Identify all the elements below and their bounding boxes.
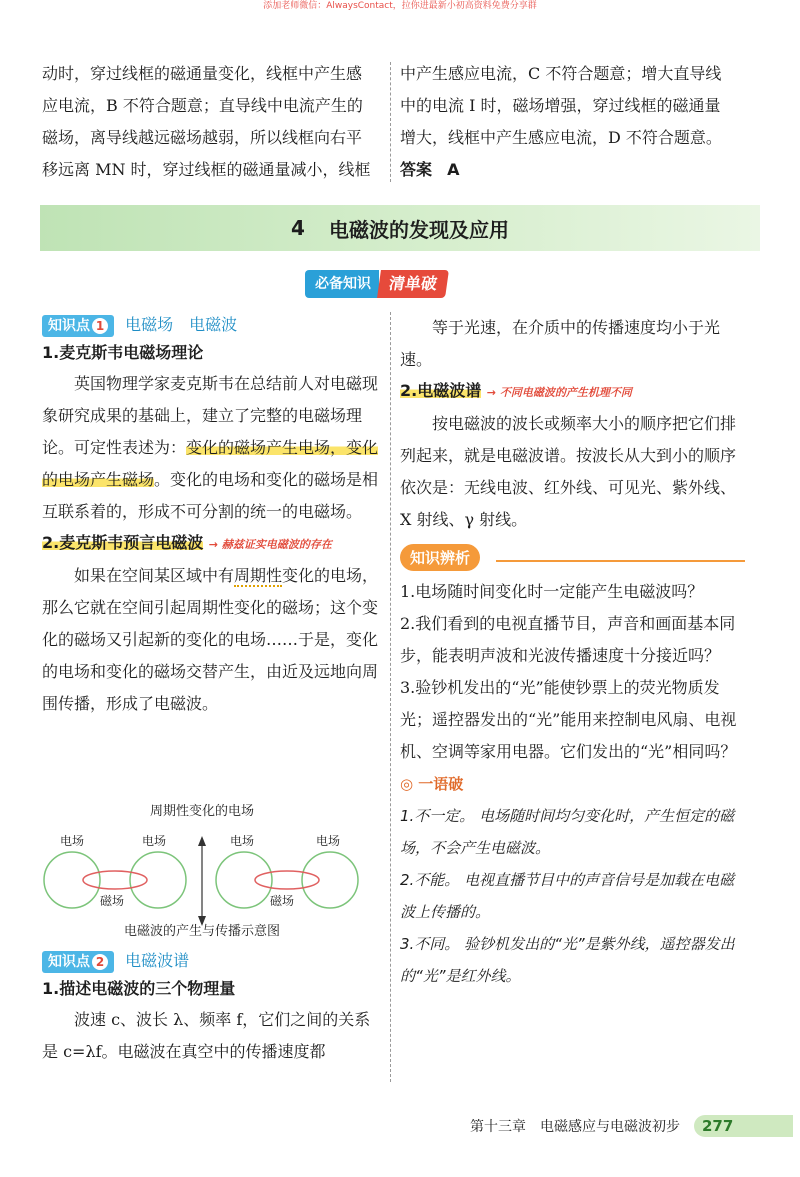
kp2-num: 2 [92, 954, 108, 970]
kp1-heading-1: 1.麦克斯韦电磁场理论 [42, 343, 204, 362]
yiyupo-title: 一语破 [418, 775, 464, 793]
bianxi-title: 知识辨析 [400, 544, 480, 571]
yiyupo-header [400, 768, 745, 800]
prev-left-line: 移远离 MN 时，穿过线框的磁通量减小，线框 [42, 160, 371, 179]
kp2-heading-1: 1.描述电磁波的三个物理量 [42, 979, 236, 998]
label-m2: 磁场 [270, 894, 295, 908]
page-footer [470, 1112, 800, 1140]
b-field-ellipse [83, 871, 147, 889]
e-field-circle [44, 852, 100, 908]
kp2-heading-2-text: 2.电磁波谱 [400, 381, 482, 400]
target-icon: ◎ [400, 775, 414, 793]
answer-line [400, 154, 745, 186]
bianxi-rule [496, 560, 745, 562]
badge-right: 清单破 [377, 270, 449, 298]
em-wave-diagram [42, 800, 362, 940]
label-e3: 电场 [230, 834, 255, 848]
kp1-para-2 [42, 560, 382, 720]
badge-left: 必备知识 [305, 270, 379, 298]
bianxi-q2: 2.我们看到的电视直播节目，声音和画面基本同步，能表明声波和光波传播速度十分接近吗？ [400, 614, 736, 665]
page-number: 277 [694, 1115, 793, 1137]
e-field-circle [216, 852, 272, 908]
highlight-definition: 变化的磁场产生电场，变化的电场产生磁场 [42, 438, 379, 489]
kp2-title: 电磁波谱 [125, 951, 190, 970]
bianxi-q3: 3.验钞机发出的“光”能使钞票上的荧光物质发光；遥控器发出的“光”能用来控制电风扇、电视机、空调等家用电器。它们发出的“光”相同吗？ [400, 678, 737, 761]
prev-right-column [400, 58, 745, 186]
section-title: 电磁波的发现及应用 [328, 217, 509, 242]
diagram-caption: 电磁波的产生与传播示意图 [123, 924, 280, 939]
kp2-tag-label: 知识点 [48, 954, 90, 970]
prev-left-line: 磁场，离导线越远磁场越弱，所以线框向右平 [42, 128, 363, 147]
answer-label: 答案 [400, 160, 433, 179]
b-field-ellipse [255, 871, 319, 889]
periodic-emphasis: 周期性 [234, 566, 283, 585]
kp2-para-1-cont: 等于光速，在介质中的传播速度均小于光速。 [400, 318, 721, 369]
kp1-header [42, 312, 382, 338]
kp1-para-2-b: 变化的电场，那么它就在空间引起周期性变化的磁场；这个变化的磁场又引起新的变化的电场……于是，变化的电场和变化的磁场交替产生，由近及远地向周围传播，形成了电磁波。 [42, 566, 379, 713]
prev-left-column [42, 58, 382, 186]
footer-chapter: 第十三章 电磁感应与电磁波初步 [470, 1119, 680, 1135]
section-number: 4 [291, 216, 305, 240]
e-field-circle [130, 852, 186, 908]
kp1-num: 1 [92, 318, 108, 334]
bianxi-header [400, 542, 745, 576]
kp2-para-2: 按电磁波的波长或频率大小的顺序把它们排列起来，就是电磁波谱。按波长从大到小的顺序依次是：无线电波、红外线、可见光、紫外线、X 射线、γ 射线。 [400, 414, 737, 529]
kp1-title: 电磁场 电磁波 [125, 315, 238, 334]
diagram-title: 周期性变化的电场 [149, 804, 254, 819]
bianxi-q1: 1.电场随时间变化时一定能产生电磁波吗？ [400, 582, 704, 601]
label-e1: 电场 [60, 834, 85, 848]
kp1-heading-2 [42, 528, 382, 560]
kp2-left [42, 948, 382, 1068]
prev-left-line: 应电流，B 不符合题意；直导线中电流产生的 [42, 96, 363, 115]
arrow-up-icon [198, 836, 206, 846]
yiyupo-a2: 2.不能。 电视直播节目中的声音信号是加载在电磁波上传播的。 [400, 871, 735, 921]
e-field-circle [302, 852, 358, 908]
kp2-header [42, 948, 382, 974]
kp2-tag [42, 951, 114, 973]
kp1-para-1-a: 英国物理学家麦克斯韦在总结前人对电磁现象研究成果的基础上，建立了完整的电磁场理论。可定性表述为： [42, 374, 379, 457]
label-e2: 电场 [142, 834, 167, 848]
kp1-para-2-a: 如果在空间某区域中有 [74, 566, 235, 585]
kp1-heading-2-text: 2.麦克斯韦预言电磁波 [42, 533, 204, 552]
essential-knowledge-badge [305, 270, 447, 298]
answer-value: A [447, 160, 460, 179]
kp1-tag-label: 知识点 [48, 318, 90, 334]
yiyupo-a3: 3.不同。 验钞机发出的“光”是紫外线，遥控器发出的“光”是红外线。 [400, 935, 735, 985]
prev-left-line: 动时，穿过线框的磁通量变化，线框中产生感 [42, 64, 363, 83]
right-column [400, 312, 745, 992]
kp2-heading-2 [400, 376, 745, 408]
yiyupo-a1: 1.不一定。 电场随时间均匀变化时，产生恒定的磁场，不会产生电磁波。 [400, 807, 735, 857]
diagram-graphic [42, 824, 362, 934]
watermark: 添加老师微信：AlwaysContact，拉你进最新小初高资料免费分享群 [263, 1, 537, 11]
prev-right-line: 中的电流 I 时，磁场增强，穿过线框的磁通量 [400, 96, 721, 115]
handwritten-note-mechanism: → 不同电磁波的产生机理不同 [486, 386, 632, 399]
label-e4: 电场 [316, 834, 341, 848]
handwritten-note-hertz: → 赫兹证实电磁波的存在 [208, 538, 332, 551]
label-m1: 磁场 [100, 894, 125, 908]
kp1-para-1-b: 。变化的电场和变化的磁场是相互联系着的，形成不可分割的统一的电磁场。 [42, 470, 379, 521]
kp1-tag [42, 315, 114, 337]
section-banner [40, 205, 760, 251]
prev-right-line: 增大，线框中产生感应电流，D 不符合题意。 [400, 128, 722, 147]
column-divider [390, 312, 391, 1082]
left-column [42, 312, 382, 720]
prev-right-line: 中产生感应电流，C 不符合题意；增大直导线 [400, 64, 722, 83]
kp2-para-1: 波速 c、波长 λ、频率 f，它们之间的关系是 c=λf。电磁波在真空中的传播速度都 [42, 1010, 371, 1061]
kp1-para-1 [42, 368, 382, 528]
column-divider [390, 62, 391, 182]
